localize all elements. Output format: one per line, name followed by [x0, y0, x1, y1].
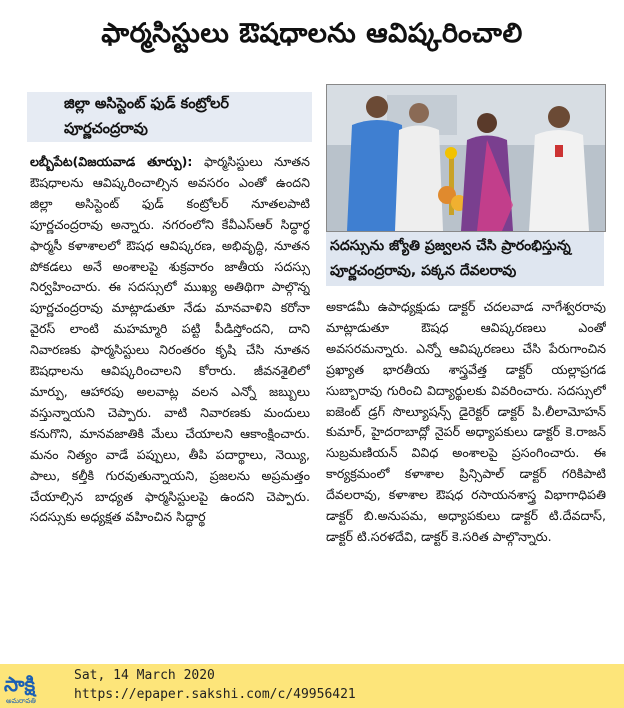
logo-edition: అమరావతి	[6, 697, 36, 705]
dateline: లబ్బీపేట(విజయవాడ తూర్పు):	[30, 154, 193, 169]
article-column-right	[326, 297, 606, 659]
article-column-left	[30, 152, 310, 662]
article-body-right: అకాడమీ ఉపాధ్యక్షుడు డాక్టర్ చదలవాడ నాగేశ్వరరావు మాట్లాడుతూ ఔషధ ఆవిష్కరణలు ఎంతో అవసరమన్నారు. ఎన్నో ఆవిష్కరణలు చేసి పేరుగాంచిన ప్రఖ్యాత భారతీయ శాస్త్రవేత్త డాక్టర్ యల్లాప్రగడ సుబ్బారావు గురించి విద్యార్థులకు వివరించారు. సదస్సులో ఐజెంట్ డ్రగ్ సొల్యూషన్స్ డైరెక్టర్ డాక్టర్ పి.లీలామోహన్ కుమార్, హైదరాబాద్లో నైపర్ అధ్యాపకులు డాక్టర్ కె.రాజన్ సుబ్రమణియన్ వివిధ అంశాలపై ప్రసంగించారు. ఈ కార్యక్రమంలో కళాశాల ప్రిన్సిపాల్ డాక్టర్ గరికిపాటి దేవలరావు, కళాశాల ఔషధ రసాయనశాస్త్ర విభాగాధిపతి డాక్టర్ బి.అనుపమ, అధ్యాపకులు డాక్టర్ టి.దేవదాస్, డాక్టర్ టి.సరళదేవి, డాక్టర్ కె.సరిత పాల్గొన్నారు.	[326, 299, 606, 544]
event-photo	[326, 84, 606, 232]
footer-date: Sat, 14 March 2020	[74, 668, 215, 683]
logo-brand: సాక్షి	[4, 672, 36, 696]
headline: ఫార్మసిస్టులు ఔషధాలను ఆవిష్కరించాలి	[101, 18, 523, 49]
footer-url[interactable]: https://epaper.sakshi.com/c/49956421	[74, 687, 356, 702]
footer-bar	[0, 664, 624, 708]
photo-caption-box	[326, 232, 604, 286]
article-body-left: ఫార్మసిస్టులు నూతన ఔషధాలను ఆవిష్కరించాల్సిన అవసరం ఎంతో ఉందని జిల్లా అసిస్టెంట్ ఫుడ్ కంట్రోలర్ నూతలపాటి పూర్ణచంద్రరావు అన్నారు. నగరంలోని కేవీఎస్ఆర్ సిద్ధార్థ ఫార్మసీ కళాశాలలో ఔషధ ఆవిష్కరణ, అభివృద్ధి, నూతన పోకడలు అనే అంశాలపై శుక్రవారం జాతీయ సదస్సు నిర్వహించారు. ఈ సదస్సులో ముఖ్య అతిథిగా పాల్గొన్న పూర్ణచంద్రరావు మాట్లాడుతూ నేడు మానవాళిని కరోనా వైరస్ లాంటి మహమ్మారి పట్టి పీడిస్తోందని, దాని నివారణకు ఫార్మసిస్టులు నిరంతరం కృషి చేసి నూతన ఔషధాలను ఆవిష్కరించాలని కోరారు. జీవనశైలిలో మార్పు, ఆహారపు అలవాట్ల వలన ఎన్నో జబ్బులు వస్తున్నాయని చెప్పారు. వాటి నివారణకు మందులు కనుగొని, మానవజాతికి మేలు చేయాలని ఆకాంక్షించారు. మనం నిత్యం వాడే పప్పులు, తీపి పదార్థాలు, నెయ్యి, పాలు, కల్తీకి గురవుతున్నాయని, ప్రజలను అప్రమత్తం చేయాల్సిన బాధ్యత ఫార్మసిస్టులపై ఉందని చెప్పారు. సదస్సుకు అధ్యక్షత వహించిన సిద్ధార్థ	[30, 154, 310, 525]
subheadline: జిల్లా అసిస్టెంట్ ఫుడ్ కంట్రోలర్ పూర్ణచంద్రరావు	[64, 96, 229, 137]
sakshi-logo	[2, 666, 66, 706]
event-photo-illustration	[327, 85, 605, 231]
photo-caption: సదస్సును జ్యోతి ప్రజ్వలన చేసి ప్రారంభిస్తున్న పూర్ణచంద్రరావు, పక్కన దేవలరావు	[330, 238, 571, 279]
